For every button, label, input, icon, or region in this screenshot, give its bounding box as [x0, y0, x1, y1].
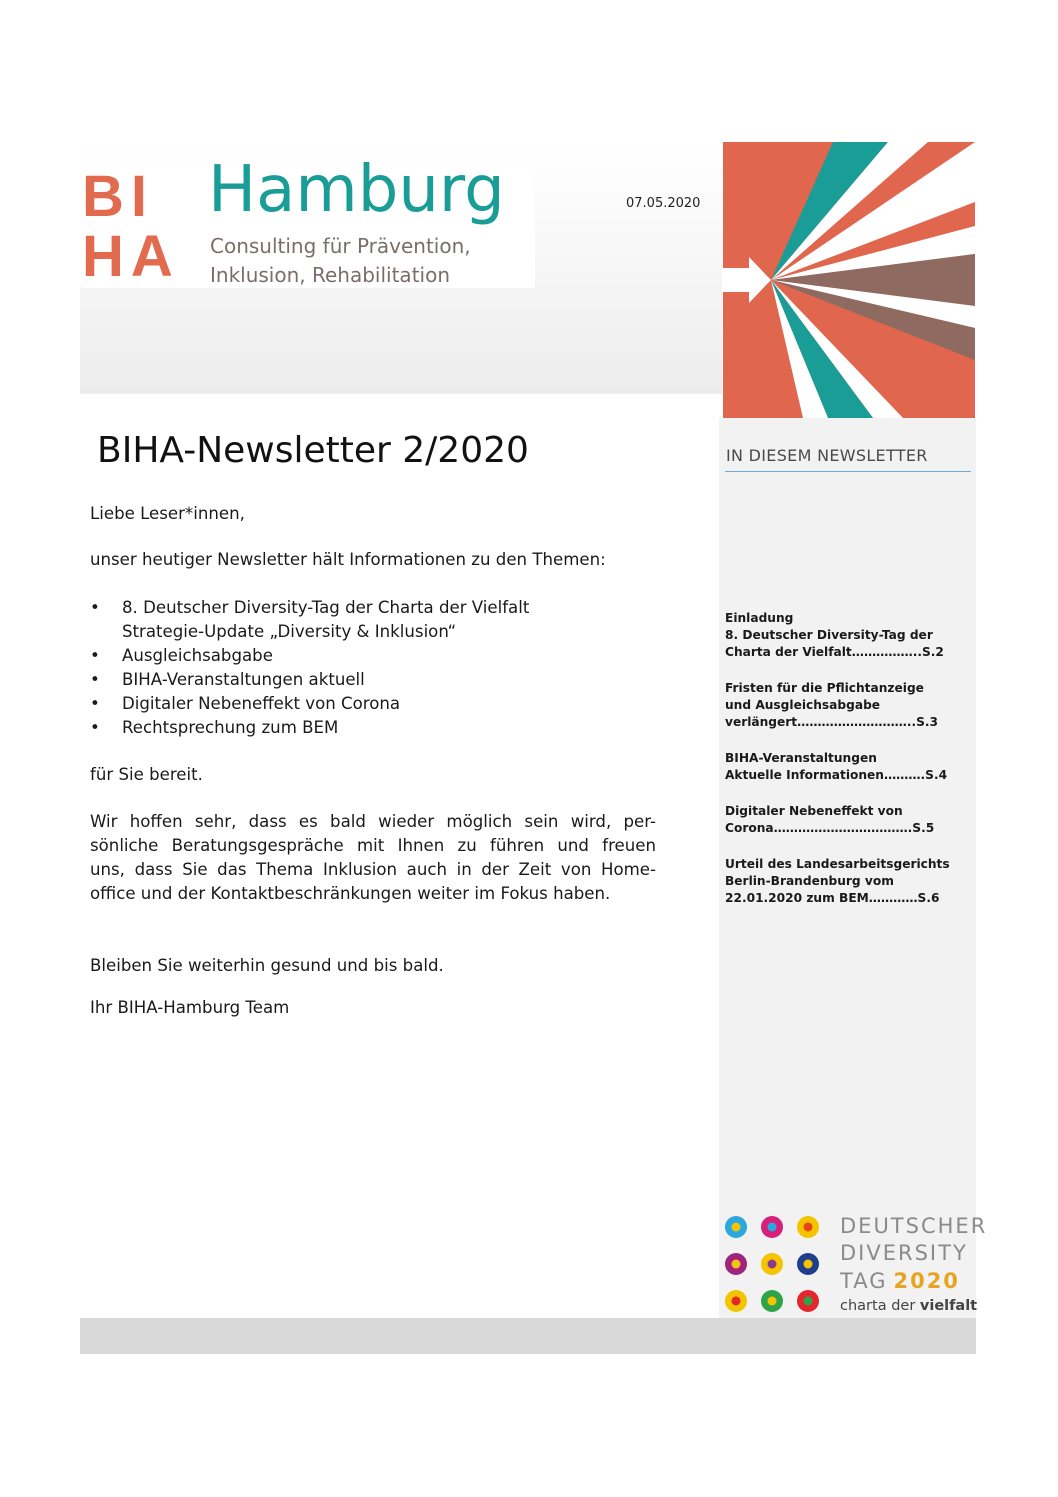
logo-hamburg: Hamburg: [208, 153, 505, 227]
toc-line: 22.01.2020 zum BEM…………S.6: [725, 891, 940, 905]
toc-line: 8. Deutscher Diversity-Tag der: [725, 628, 933, 642]
intro-paragraph: unser heutiger Newsletter hält Informationen zu den Themen:: [90, 550, 606, 569]
diversity-logo-line-2: DIVERSITY: [840, 1241, 968, 1265]
paragraph-line: office und der Kontaktbeschränkungen weiter im Fokus haben.: [90, 884, 611, 903]
newsletter-date: 07.05.2020: [626, 196, 701, 211]
toc-item: [725, 856, 971, 907]
toc-item: [725, 803, 971, 837]
list-item: • Rechtsprechung zum BEM: [90, 718, 339, 737]
toc-line: Aktuelle Informationen……….S.4: [725, 768, 948, 782]
toc-line: BIHA-Veranstaltungen: [725, 751, 877, 765]
paragraph-line: sönliche Beratungsgespräche mit Ihnen zu führen und freuen: [90, 836, 656, 855]
toc-item: [725, 750, 971, 784]
diversity-logo-line-1: DEUTSCHER: [840, 1214, 988, 1238]
list-item-text: Rechtsprechung zum BEM: [122, 718, 339, 737]
toc-line: und Ausgleichsabgabe: [725, 698, 881, 712]
list-item-text: 8. Deutscher Diversity-Tag der Charta der Vielfalt: [122, 598, 530, 617]
list-item: • 8. Deutscher Diversity-Tag der Charta der Vielfalt Strategie-Update „Diversity & Inklusion“: [90, 596, 656, 644]
toc-line: Digitaler Nebeneffekt von: [725, 804, 903, 818]
diversity-logo-tag: TAG: [840, 1269, 888, 1293]
biha-logo: [80, 153, 535, 289]
diversity-logo-charta: [840, 1298, 977, 1314]
logo-ha: HA: [82, 224, 180, 289]
list-item-subtext: Strategie-Update „Diversity & Inklusion“: [122, 622, 457, 641]
logo-tagline-2: Inklusion, Rehabilitation: [210, 263, 450, 287]
list-item-text: BIHA-Veranstaltungen aktuell: [122, 670, 365, 689]
toc-line: Charta der Vielfalt……………..S.2: [725, 645, 944, 659]
hope-paragraph: [90, 810, 656, 906]
farewell: Bleiben Sie weiterhin gesund und bis bald.: [90, 956, 444, 975]
paragraph-line: uns, dass Sie das Thema Inklusion auch in der Zeit von Home-: [90, 860, 656, 879]
diversity-dots-icon: [722, 1210, 832, 1318]
footer-band: [80, 1318, 976, 1354]
arrow-rays-graphic: [723, 142, 975, 418]
diversity-logo-year: 2020: [893, 1269, 960, 1293]
list-item: • Digitaler Nebeneffekt von Corona: [90, 694, 401, 713]
ready-paragraph: für Sie bereit.: [90, 765, 203, 784]
logo-bi: BI: [82, 164, 154, 229]
list-item: • Ausgleichsabgabe: [90, 646, 273, 665]
topic-list: [90, 596, 656, 740]
paragraph-line: Wir hoffen sehr, dass es bald wieder möglich sein wird, per-: [90, 812, 656, 831]
logo-tagline-1: Consulting für Prävention,: [210, 234, 471, 258]
toc-item: [725, 610, 971, 661]
newsletter-title: BIHA-Newsletter 2/2020: [97, 430, 529, 471]
sidebar-divider: [725, 471, 971, 472]
toc-line: verlängert………………………..S.3: [725, 715, 938, 729]
greeting: Liebe Leser*innen,: [90, 504, 245, 523]
list-item-text: Ausgleichsabgabe: [122, 646, 273, 665]
diversity-logo-line-3: [840, 1271, 960, 1292]
vielfalt-word: vielfalt: [919, 1298, 978, 1314]
charta-word: charta der: [840, 1298, 916, 1314]
toc-line: Corona…………………………….S.5: [725, 821, 935, 835]
toc-item: [725, 680, 971, 731]
table-of-contents: [725, 610, 971, 926]
list-item: • BIHA-Veranstaltungen aktuell: [90, 670, 365, 689]
toc-line: Einladung: [725, 611, 794, 625]
list-item-text: Digitaler Nebeneffekt von Corona: [122, 694, 401, 713]
toc-line: Berlin-Brandenburg vom: [725, 874, 894, 888]
sidebar-heading: IN DIESEM NEWSLETTER: [726, 446, 928, 465]
signature: Ihr BIHA-Hamburg Team: [90, 998, 290, 1017]
toc-line: Urteil des Landesarbeitsgerichts: [725, 857, 950, 871]
toc-line: Fristen für die Pflichtanzeige: [725, 681, 924, 695]
